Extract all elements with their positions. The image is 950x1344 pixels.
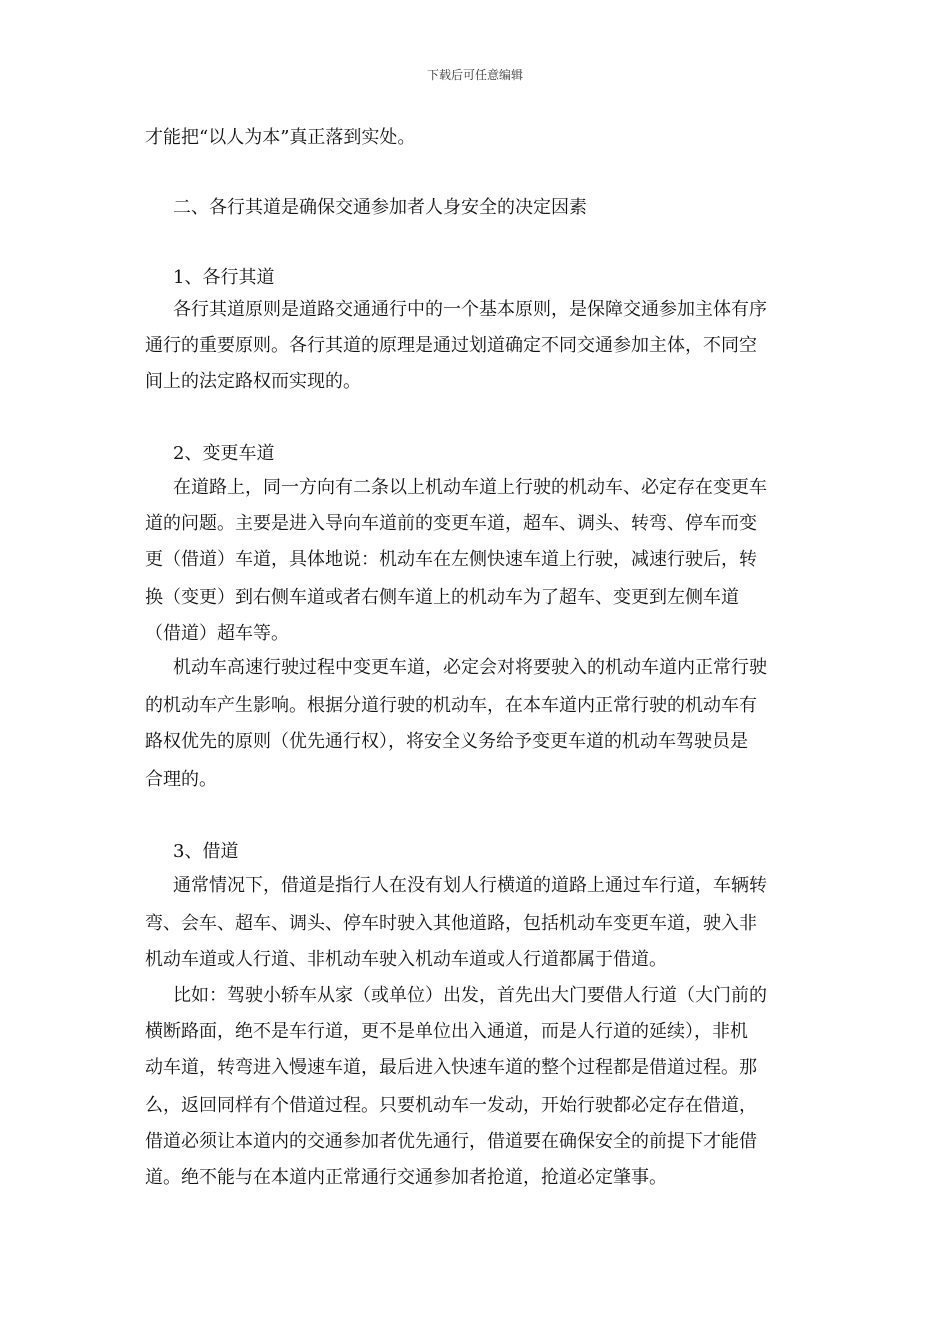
text-line: 才能把“以人为本”真正落到实处。 <box>145 127 416 148</box>
text-line: 合理的。 <box>145 769 217 790</box>
text-line: 各行其道原则是道路交通通行中的一个基本原则，是保障交通参加主体有序 <box>173 299 767 320</box>
text-line: 的机动车产生影响。根据分道行驶的机动车，在本车道内正常行驶的机动车有 <box>145 695 757 716</box>
text-line: 横断路面，绝不是车行道，更不是单位出入通道，而是人行道的延续），非机 <box>145 1021 748 1042</box>
text-line: 通行的重要原则。各行其道的原理是通过划道确定不同交通参加主体，不同空 <box>145 335 757 356</box>
subsection-heading: 1、各行其道 <box>173 267 275 288</box>
text-line: 道的问题。主要是进入导向车道前的变更车道，超车、调头、转弯、停车而变 <box>145 513 757 534</box>
text-line: 间上的法定路权而实现的。 <box>145 371 361 392</box>
subsection-heading: 3、借道 <box>173 841 239 862</box>
text-line: 更（借道）车道，具体地说：机动车在左侧快速车道上行驶，减速行驶后，转 <box>145 549 757 570</box>
text-line: 通常情况下，借道是指行人在没有划人行横道的道路上通过车行道，车辆转 <box>173 875 767 896</box>
text-line: 道。绝不能与在本道内正常通行交通参加者抢道，抢道必定肇事。 <box>145 1167 667 1188</box>
text-line: 机动车道或人行道、非机动车驶入机动车道或人行道都属于借道。 <box>145 949 667 970</box>
subsection-heading: 2、变更车道 <box>173 443 275 464</box>
text-line: 动车道，转弯进入慢速车道，最后进入快速车道的整个过程都是借道过程。那 <box>145 1057 757 1078</box>
text-line: 机动车高速行驶过程中变更车道，必定会对将要驶入的机动车道内正常行驶 <box>173 657 767 678</box>
text-line: （借道）超车等。 <box>145 623 289 644</box>
text-line: 弯、会车、超车、调头、停车时驶入其他道路，包括机动车变更车道，驶入非 <box>145 913 757 934</box>
page-header: 下载后可任意编辑 <box>426 68 523 82</box>
section-heading: 二、各行其道是确保交通参加者人身安全的决定因素 <box>173 197 587 218</box>
text-line: 比如：驾驶小轿车从家（或单位）出发，首先出大门要借人行道（大门前的 <box>173 985 767 1006</box>
text-line: 么，返回同样有个借道过程。只要机动车一发动，开始行驶都必定存在借道， <box>145 1095 757 1116</box>
text-line: 在道路上，同一方向有二条以上机动车道上行驶的机动车、必定存在变更车 <box>173 477 767 498</box>
text-line: 路权优先的原则（优先通行权），将安全义务给予变更车道的机动车驾驶员是 <box>145 731 748 752</box>
text-line: 借道必须让本道内的交通参加者优先通行，借道要在确保安全的前提下才能借 <box>145 1131 757 1152</box>
text-line: 换（变更）到右侧车道或者右侧车道上的机动车为了超车、变更到左侧车道 <box>145 587 739 608</box>
